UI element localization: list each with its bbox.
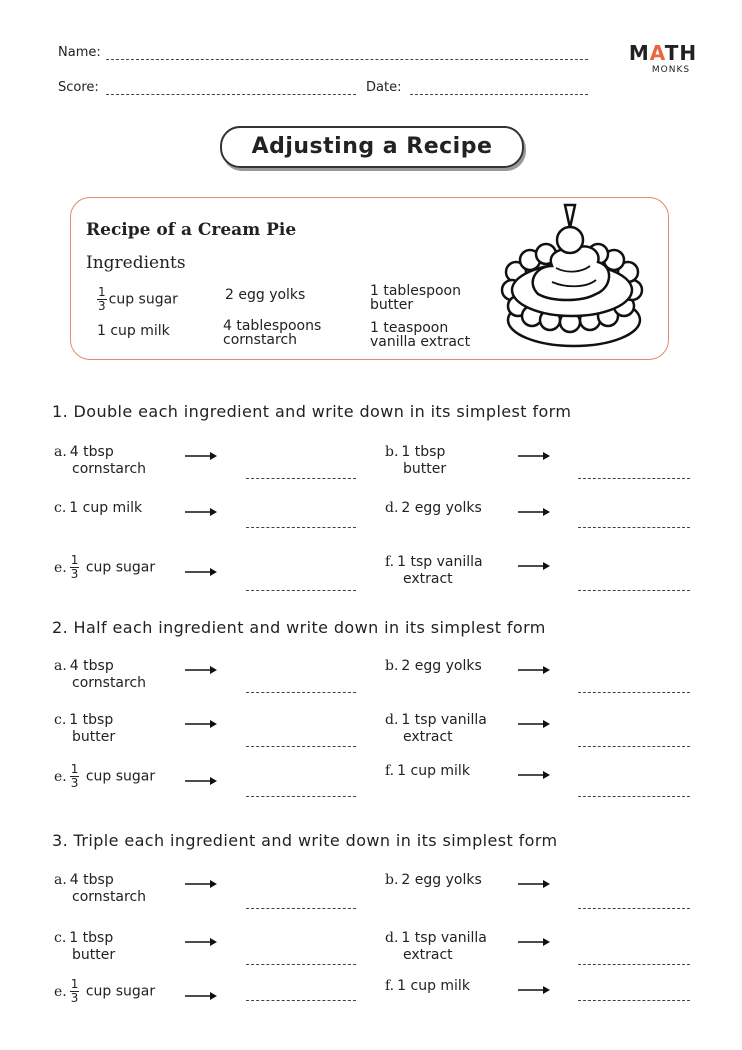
ingredient-egg-yolks: 2 egg yolks	[225, 287, 306, 303]
recipe-heading: Recipe of a Cream Pie	[86, 220, 297, 240]
math-monks-logo	[622, 42, 704, 76]
item-text-line2: extract	[403, 729, 453, 745]
item-letter: f.	[385, 554, 395, 570]
item-b	[385, 658, 482, 675]
arrow-right-icon	[185, 507, 217, 517]
arrow-right-icon	[185, 665, 217, 675]
item-letter: a.	[54, 872, 67, 888]
item-text: 1 tbsp	[69, 930, 114, 946]
item-e	[54, 978, 155, 1005]
answer-field[interactable]	[246, 796, 356, 797]
answer-field[interactable]	[578, 1000, 690, 1001]
item-a	[54, 658, 146, 692]
item-letter: c.	[54, 500, 67, 516]
cream-pie-illustration	[486, 202, 656, 352]
arrow-right-icon	[185, 451, 217, 461]
item-letter: e.	[54, 983, 67, 1000]
logo-text-math: MATH	[628, 41, 698, 65]
answer-field[interactable]	[246, 692, 356, 693]
item-letter: d.	[385, 712, 399, 728]
arrow-right-icon	[185, 776, 217, 786]
recipe-box	[70, 197, 669, 360]
ingredient-cornstarch: 4 tablespoons cornstarch	[223, 318, 322, 348]
question-1: 1. Double each ingredient and write down in its simplest form	[52, 402, 572, 421]
logo-accent-letter: A	[649, 41, 665, 65]
answer-field[interactable]	[246, 908, 356, 909]
item-letter: a.	[54, 444, 67, 460]
item-text: 4 tbsp	[69, 658, 114, 674]
item-e	[54, 554, 155, 581]
item-letter: b.	[385, 658, 399, 674]
item-text: 1 tsp vanilla	[397, 554, 483, 570]
item-text-line2: butter	[403, 461, 447, 477]
arrow-right-icon	[518, 937, 550, 947]
arrow-right-icon	[185, 567, 217, 577]
item-letter: b.	[385, 872, 399, 888]
item-text: 1 cup milk	[397, 763, 470, 779]
item-text: cup sugar	[85, 559, 156, 576]
arrow-right-icon	[518, 665, 550, 675]
item-letter: f.	[385, 763, 395, 779]
item-text: 1 tbsp	[69, 712, 114, 728]
item-text: cup sugar	[85, 983, 156, 1000]
item-letter: d.	[385, 930, 399, 946]
answer-field[interactable]	[578, 527, 690, 528]
answer-field[interactable]	[578, 692, 690, 693]
date-field[interactable]	[410, 94, 588, 95]
item-text: 4 tbsp	[69, 444, 114, 460]
item-f	[385, 554, 483, 588]
item-letter: e.	[54, 559, 67, 576]
question-2: 2. Half each ingredient and write down in its simplest form	[52, 618, 546, 637]
ingredient-vanilla: 1 teaspoon vanilla extract	[370, 320, 471, 350]
item-text: 2 egg yolks	[401, 658, 482, 674]
answer-field[interactable]	[246, 590, 356, 591]
item-letter: f.	[385, 978, 395, 994]
arrow-right-icon	[518, 879, 550, 889]
item-letter: d.	[385, 500, 399, 516]
item-a	[54, 444, 146, 478]
item-text: 2 egg yolks	[401, 500, 482, 516]
item-c	[54, 930, 115, 964]
item-text: cup sugar	[85, 768, 156, 785]
arrow-right-icon	[185, 719, 217, 729]
ingredient-butter: 1 tablespoon butter	[370, 283, 461, 313]
arrow-right-icon	[185, 991, 217, 1001]
answer-field[interactable]	[246, 964, 356, 965]
ingredients-heading: Ingredients	[86, 253, 186, 273]
item-b	[385, 444, 446, 478]
item-text-line2: cornstarch	[72, 461, 147, 477]
arrow-right-icon	[518, 719, 550, 729]
logo-text-monks: MONKS	[651, 65, 691, 75]
item-text: 1 tsp vanilla	[401, 930, 487, 946]
item-text-line2: butter	[72, 729, 116, 745]
item-text-line2: extract	[403, 947, 453, 963]
item-text-line2: cornstarch	[72, 675, 147, 691]
item-e	[54, 763, 155, 790]
answer-field[interactable]	[578, 478, 690, 479]
item-text: 1 tsp vanilla	[401, 712, 487, 728]
answer-field[interactable]	[246, 527, 356, 528]
arrow-right-icon	[185, 879, 217, 889]
name-label: Name:	[58, 45, 101, 60]
answer-field[interactable]	[578, 796, 690, 797]
arrow-right-icon	[518, 561, 550, 571]
item-c	[54, 712, 115, 746]
score-field[interactable]	[106, 94, 356, 95]
item-text: 4 tbsp	[69, 872, 114, 888]
question-3: 3. Triple each ingredient and write down in its simplest form	[52, 831, 558, 850]
answer-field[interactable]	[246, 746, 356, 747]
score-label: Score:	[58, 80, 99, 95]
item-f	[385, 978, 470, 995]
arrow-right-icon	[518, 770, 550, 780]
item-b	[385, 872, 482, 889]
answer-field[interactable]	[246, 1000, 356, 1001]
item-c	[54, 500, 142, 517]
ingredient-sugar: $\frac{1}{3}$ cup sugar	[98, 285, 178, 313]
item-text: 1 cup milk	[69, 500, 143, 516]
item-letter: b.	[385, 444, 399, 460]
item-d	[385, 930, 487, 964]
arrow-right-icon	[518, 985, 550, 995]
item-text: 1 cup milk	[397, 978, 470, 994]
item-text-line2: butter	[72, 947, 116, 963]
answer-field[interactable]	[578, 964, 690, 965]
item-a	[54, 872, 146, 906]
fraction: $\frac{1}{3}$	[70, 553, 79, 581]
item-letter: a.	[54, 658, 67, 674]
item-letter: c.	[54, 712, 67, 728]
item-f	[385, 763, 470, 780]
date-label: Date:	[366, 80, 402, 95]
arrow-right-icon	[185, 937, 217, 947]
item-letter: c.	[54, 930, 67, 946]
ingredient-milk: 1 cup milk	[97, 323, 170, 339]
item-text: 1 tbsp	[401, 444, 446, 460]
arrow-right-icon	[518, 507, 550, 517]
item-text-line2: extract	[403, 571, 453, 587]
item-text: 2 egg yolks	[401, 872, 482, 888]
answer-field[interactable]	[578, 746, 690, 747]
answer-field[interactable]	[246, 478, 356, 479]
arrow-right-icon	[518, 451, 550, 461]
item-letter: e.	[54, 768, 67, 785]
fraction: $\frac{1}{3}$	[70, 977, 79, 1005]
name-field[interactable]	[106, 59, 588, 60]
answer-field[interactable]	[578, 908, 690, 909]
item-text-line2: cornstarch	[72, 889, 147, 905]
page-title: Adjusting a Recipe	[220, 126, 524, 168]
item-d	[385, 712, 487, 746]
answer-field[interactable]	[578, 590, 690, 591]
fraction: $\frac{1}{3}$	[70, 762, 79, 790]
item-d	[385, 500, 482, 517]
